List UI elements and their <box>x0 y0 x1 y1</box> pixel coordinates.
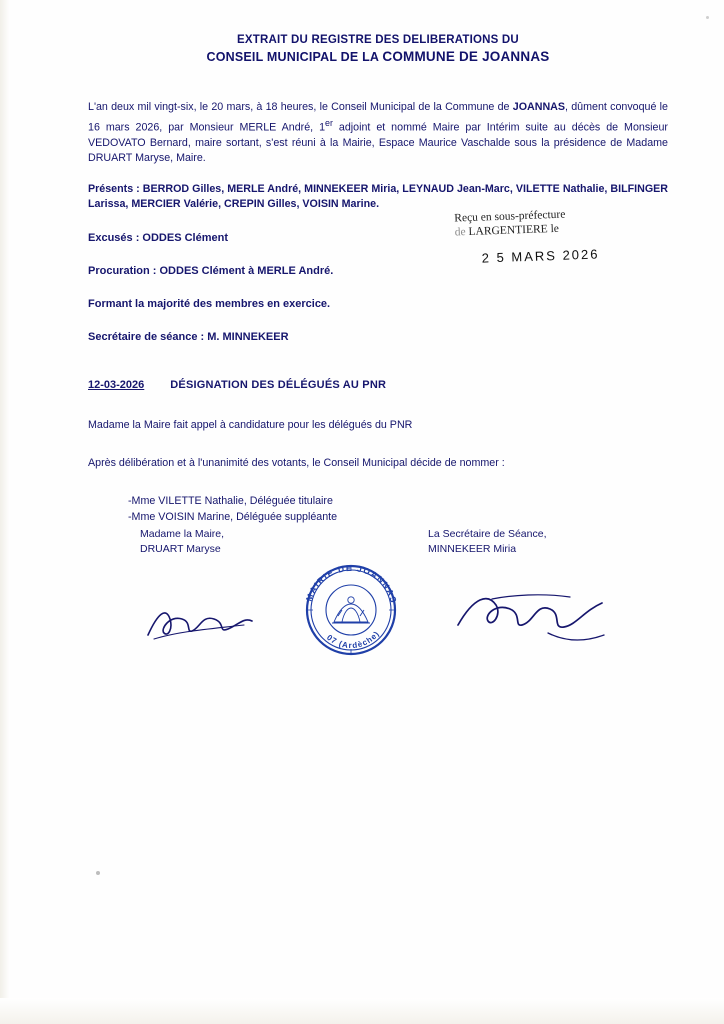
excused-text: Excusés : ODDES Clément <box>88 231 228 244</box>
signature-mayor-title: Madame la Maire, <box>140 528 225 540</box>
prefecture-stamp-line-2-suffix: le <box>550 222 560 236</box>
deliberation-header <box>88 379 668 391</box>
body-paragraph-2: Après délibération et à l'unanimité des votants, le Conseil Municipal décide de nommer : <box>88 456 505 469</box>
scan-edge-bottom <box>0 998 724 1024</box>
svg-text:MAIRIE DE JOANNAS: MAIRIE DE JOANNAS <box>303 562 400 605</box>
svg-text:07 (Ardèche): 07 (Ardèche) <box>325 629 382 651</box>
attendees-label: Présents : <box>88 182 140 195</box>
signature-mayor-name: DRUART Maryse <box>140 543 221 555</box>
document-content <box>88 34 668 526</box>
signature-mayor <box>140 527 224 557</box>
title-line-1: EXTRAIT DU REGISTRE DES DELIBERATIONS DU <box>237 34 519 46</box>
secretary-text: Secrétaire de séance : M. MINNEKEER <box>88 330 289 343</box>
nominee-list <box>128 493 668 526</box>
prefecture-stamp-line-2-prefix: de <box>454 226 466 239</box>
title-line-2-emphasis: COMMUNE DE JOANNAS <box>382 49 550 64</box>
document-title <box>88 34 668 64</box>
majority-line <box>88 296 668 312</box>
prefecture-stamp-line-1: Reçu en sous-préfecture <box>454 208 566 225</box>
nominee-item: -Mme VILETTE Nathalie, Déléguée titulaire <box>128 494 333 507</box>
prefecture-stamp-date: 2 5 MARS 2026 <box>481 246 600 266</box>
secretary-line <box>88 329 668 345</box>
procuration-text: Procuration : ODDES Clément à MERLE André. <box>88 264 334 277</box>
nominee-item: -Mme VOISIN Marine, Déléguée suppléante <box>128 511 338 524</box>
procuration-line <box>88 263 668 279</box>
intro-paragraph: L'an deux mil vingt-six, le 20 mars, à 18 heures, le Conseil Municipal de la Commune de JOANNAS, dûment convoqué le 16 mars 2026, par Monsieur MERLE André, 1er adjoint et nommé Maire par Intérim suite au décès de Monsieur VEDOVATO Bernard, maire sortant, s'est réuni à la Mairie, Espace Maurice Vaschalde sous la présidence de Madame DRUART Maryse, Maire. <box>88 101 669 165</box>
body-paragraph-1: Madame la Maire fait appel à candidature pour les délégués du PNR <box>88 418 413 431</box>
title-line-2-prefix: CONSEIL MUNICIPAL DE LA <box>206 50 383 64</box>
title-line-2 <box>88 49 668 64</box>
deliberation-title: DÉSIGNATION DES DÉLÉGUÉS AU PNR <box>170 378 387 391</box>
deliberation-reference: 12-03-2026 <box>88 378 145 391</box>
signature-secretary-name: MINNEKEER Miria <box>428 543 517 555</box>
attendees-names: BERROD Gilles, MERLE André, MINNEKEER Miria, LEYNAUD Jean-Marc, VILETTE Nathalie, BILFINGER Larissa, MERCIER Valérie, CREPIN Gilles, VOISIN Marine. <box>88 182 668 211</box>
signature-secretary-title: La Secrétaire de Séance, <box>428 528 547 540</box>
scan-edge-left <box>0 0 10 1024</box>
signature-secretary <box>428 527 547 557</box>
prefecture-stamp-place: LARGENTIERE <box>468 223 548 239</box>
official-seal <box>298 560 404 660</box>
scan-speck <box>96 871 100 875</box>
scan-speck <box>706 16 709 19</box>
majority-text: Formant la majorité des membres en exercice. <box>88 297 331 310</box>
prefecture-stamp <box>454 206 656 267</box>
